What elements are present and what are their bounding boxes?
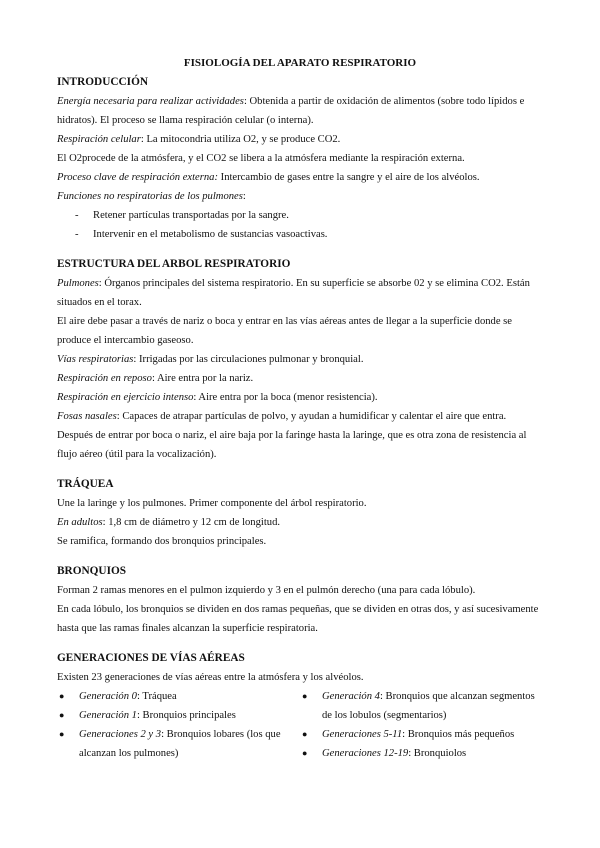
- term-label: En adultos: [57, 517, 103, 528]
- paragraph: [57, 388, 543, 407]
- term-label: Pulmones: [57, 278, 99, 289]
- paragraph: [57, 369, 543, 388]
- section-estructura: [57, 254, 543, 464]
- paragraph: [57, 187, 543, 206]
- paragraph: [57, 407, 543, 426]
- paragraph: [57, 513, 543, 532]
- heading-generaciones: GENERACIONES DE VÍAS AÉREAS: [57, 652, 245, 664]
- paragraph-text: : 1,8 cm de diámetro y 12 cm de longitud.: [102, 517, 281, 528]
- section-traquea: [57, 474, 543, 551]
- two-column-list: [57, 687, 543, 763]
- list-item: [57, 687, 300, 706]
- paragraph: Después de entrar por boca o nariz, el aire baja por la faringe hasta la laringe, que es otra zona de resistencia al flujo aéreo (útil para la vocalización).: [57, 430, 527, 460]
- right-column: [300, 687, 543, 763]
- paragraph: [57, 92, 543, 130]
- term-label: Proceso clave de respiración externa:: [57, 172, 219, 183]
- paragraph-text: : Capaces de atrapar partículas de polvo, y ayudan a humidificar y calentar el aire que entra.: [116, 411, 507, 422]
- term-label: Generaciones 2 y 3: [79, 729, 162, 740]
- term-label: Generaciones 12-19: [322, 748, 409, 759]
- list-item: [57, 725, 300, 763]
- paragraph: Se ramifica, formando dos bronquios principales.: [57, 536, 267, 547]
- list-item: - Intervenir en el metabolismo de sustancias vasoactivas.: [57, 225, 543, 244]
- bullet-list: [300, 687, 543, 763]
- paragraph: [57, 130, 543, 149]
- paragraph-text: : Órganos principales del sistema respiratorio. En su superficie se absorbe 02 y se elimina CO2. Están situados en el torax.: [57, 278, 530, 308]
- heading-estructura: ESTRUCTURA DEL ARBOL RESPIRATORIO: [57, 258, 291, 270]
- section-bronquios: [57, 561, 543, 638]
- paragraph: El O2procede de la atmósfera, y el CO2 se libera a la atmósfera mediante la respiración externa.: [57, 153, 465, 164]
- document-page: [57, 54, 543, 763]
- term-label: Energía necesaria para realizar actividades: [57, 96, 244, 107]
- paragraph-text: Intercambio de gases entre la sangre y el aire de los alvéolos.: [218, 172, 480, 183]
- paragraph: [57, 350, 543, 369]
- heading-introduccion: INTRODUCCIÓN: [57, 76, 149, 88]
- list-item: [300, 725, 543, 744]
- list-item: [300, 744, 543, 763]
- item-text: : Bronquios que alcanzan segmentos de los lobulos (segmentarios): [322, 691, 535, 721]
- term-label: Vías respiratorias: [57, 354, 134, 365]
- paragraph-text: : Irrigadas por las circulaciones pulmonar y bronquial.: [133, 354, 364, 365]
- item-text: : Bronquios principales: [136, 710, 236, 721]
- item-text: : Bronquios más pequeños: [402, 729, 515, 740]
- item-text: : Tráquea: [136, 691, 177, 702]
- paragraph: [57, 274, 543, 312]
- paragraph: Une la laringe y los pulmones. Primer componente del árbol respiratorio.: [57, 498, 367, 509]
- paragraph: [57, 168, 543, 187]
- paragraph: Forman 2 ramas menores en el pulmon izquierdo y 3 en el pulmón derecho (una para cada lóbulo).: [57, 585, 476, 596]
- section-generaciones: [57, 648, 543, 763]
- paragraph-text: : La mitocondria utiliza O2, y se produce CO2.: [140, 134, 341, 145]
- term-label: Generación 4: [322, 691, 380, 702]
- term-label: Respiración en reposo: [57, 373, 152, 384]
- bullet-list: [57, 687, 300, 763]
- section-introduccion: [57, 72, 543, 244]
- term-label: Generación 0: [79, 691, 137, 702]
- term-label: Funciones no respiratorias de los pulmones: [57, 191, 243, 202]
- term-label: Generaciones 5-11: [322, 729, 403, 740]
- left-column: [57, 687, 300, 763]
- item-text: : Bronquios lobares (los que alcanzan los pulmones): [79, 729, 281, 759]
- list-item: - Retener partículas transportadas por la sangre.: [57, 206, 543, 225]
- paragraph-text: : Aire entra por la boca (menor resistencia).: [193, 392, 378, 403]
- document-title: FISIOLOGÍA DEL APARATO RESPIRATORIO: [183, 57, 417, 69]
- paragraph: Existen 23 generaciones de vías aéreas entre la atmósfera y los alvéolos.: [57, 672, 364, 683]
- heading-bronquios: BRONQUIOS: [57, 565, 127, 577]
- term-label: Generación 1: [79, 710, 137, 721]
- paragraph-text: : Obtenida a partir de oxidación de alimentos (sobre todo lípidos e hidratos). El proceso se llama respiración celular (o interna).: [57, 96, 525, 126]
- list-item: [300, 687, 543, 725]
- item-text: : Bronquiolos: [408, 748, 467, 759]
- term-label: Respiración en ejercicio intenso: [57, 392, 194, 403]
- heading-traquea: TRÁQUEA: [57, 478, 114, 490]
- paragraph-text: : Aire entra por la nariz.: [151, 373, 254, 384]
- term-label: Fosas nasales: [57, 411, 117, 422]
- list-item: [57, 706, 300, 725]
- dash-list: [57, 206, 543, 244]
- paragraph-text: :: [242, 191, 246, 202]
- term-label: Respiración celular: [57, 134, 141, 145]
- paragraph: En cada lóbulo, los bronquios se dividen en dos ramas pequeñas, que se dividen en otras dos, y así sucesivamente hasta que las ramas finales alcanzan la superficie respiratoria.: [57, 604, 539, 634]
- paragraph: El aire debe pasar a través de nariz o boca y entrar en las vías aéreas antes de llegar a la superficie donde se produce el intercambio gaseoso.: [57, 316, 513, 346]
